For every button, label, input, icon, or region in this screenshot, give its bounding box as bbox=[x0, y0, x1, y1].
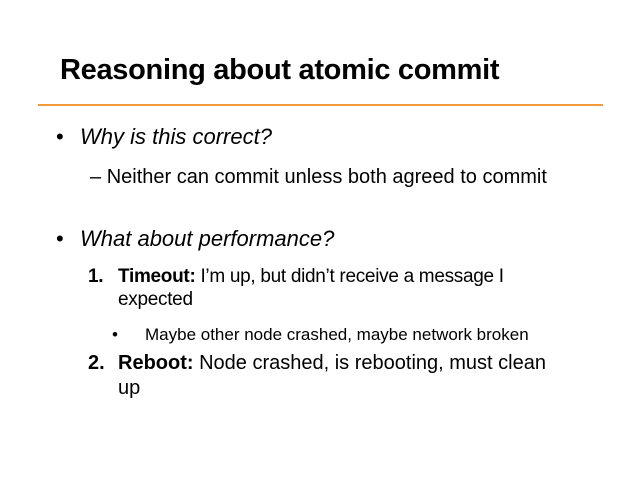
numbered-item-reboot-cont bbox=[118, 377, 140, 400]
numbered-item-timeout-cont bbox=[118, 289, 193, 311]
bullet-why-correct bbox=[56, 124, 272, 150]
bullet-performance bbox=[56, 226, 334, 252]
item-number: 1. bbox=[88, 266, 104, 287]
bullet-text: Why is this correct? bbox=[80, 124, 272, 149]
bullet-dot: • bbox=[56, 124, 64, 149]
subitem-maybe-crashed bbox=[112, 325, 529, 345]
bullet-dot: • bbox=[56, 226, 64, 251]
subitem-neither-commit bbox=[90, 166, 547, 189]
title-underline bbox=[38, 104, 603, 106]
item-label: Reboot: bbox=[118, 352, 194, 374]
item-label: Timeout: bbox=[118, 266, 196, 287]
numbered-item-reboot bbox=[88, 352, 546, 375]
bullet-dot: • bbox=[112, 325, 118, 344]
subitem-text: Neither can commit unless both agreed to commit bbox=[106, 166, 547, 188]
title-underline-bar bbox=[38, 104, 603, 106]
dash-marker: – bbox=[90, 166, 102, 188]
item-text-line2: up bbox=[118, 377, 141, 399]
item-number: 2. bbox=[88, 352, 105, 374]
item-text-line1: I’m up, but didn’t receive a message I bbox=[195, 266, 504, 287]
numbered-item-timeout bbox=[88, 266, 504, 288]
item-text-line2: expected bbox=[118, 289, 193, 310]
bullet-text: What about performance? bbox=[80, 226, 335, 251]
slide-title: Reasoning about atomic commit bbox=[60, 54, 500, 86]
item-text-line1: Node crashed, is rebooting, must clean bbox=[193, 352, 546, 374]
subitem-text: Maybe other node crashed, maybe network broken bbox=[145, 325, 529, 344]
